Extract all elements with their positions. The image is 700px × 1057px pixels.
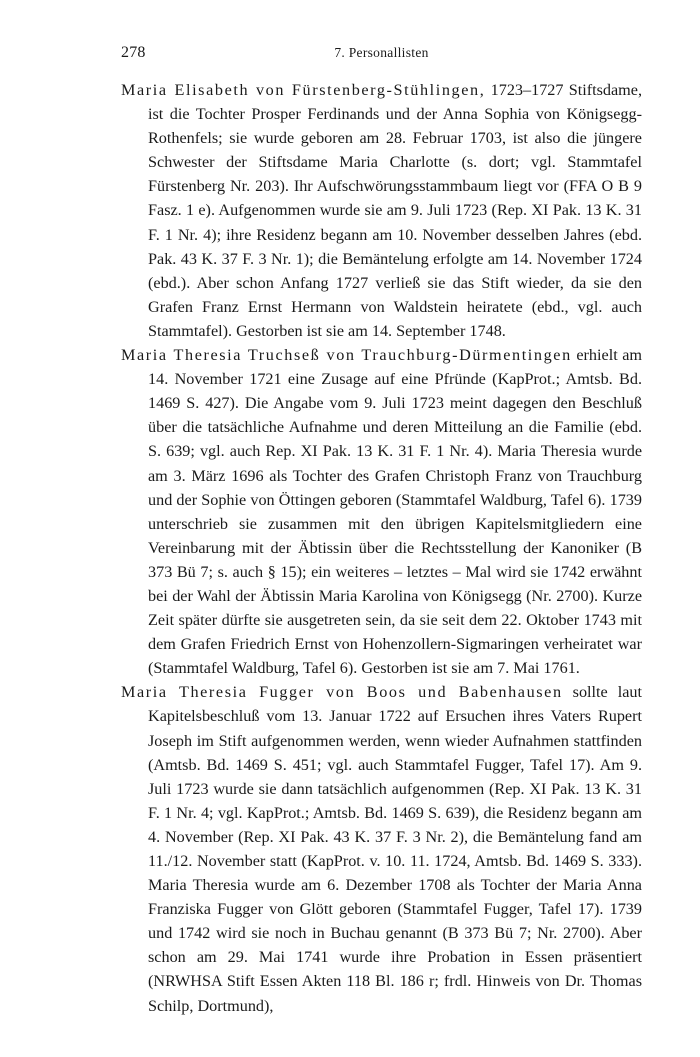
entry-text: erhielt am 14. November 1721 eine Zusage auf eine Pfründe (KapProt.; Amtsb. Bd. 1469 S. 427). Die Angabe vom 9. Juli 1723 meint dagegen den Beschluß über die tatsächliche Aufnahme und deren Mitteilung an die Familie (ebd. S. 639; vgl. auch Rep. XI Pak. 13 K. 31 F. 1 Nr. 4). Maria Theresia wurde am 3. März 1696 als Tochter des Grafen Christoph Franz von Trauchburg und der Sophie von Öttingen geboren (Stammtafel Waldburg, Tafel 6). 1739 unterschrieb sie zusammen mit den übrigen Kapitelsmitgliedern eine Vereinbarung mit der Äbtissin über die Rechtsstellung der Kanoniker (B 373 Bü 7; s. auch § 15); ein weiteres – letztes – Mal wird sie 1742 erwähnt bei der Wahl der Äbtissin Maria Karolina von Königsegg (Nr. 2700). Kurze Zeit später dürfte sie ausgetreten sein, da sie seit dem 22. Oktober 1743 mit dem Grafen Friedrich Ernst von Hohenzollern-Sigmaringen verheiratet war (Stammtafel Waldburg, Tafel 6). Gestorben ist sie am 7. Mai 1761. — [148, 346, 643, 678]
entry-name: Maria Elisabeth von Fürstenberg-Stühlingen, — [121, 81, 486, 99]
list-item — [121, 78, 642, 343]
chapter-title: 7. Personallisten — [334, 45, 429, 60]
list-item — [121, 680, 642, 1017]
running-header — [121, 44, 642, 66]
entry-text: 1723–1727 Stiftsdame, ist die Tochter Prosper Ferdinands und der Anna Sophia von Königsegg-Rothenfels; sie wurde geboren am 28. Februar 1703, ist also die jüngere Schwester der Stiftsdame Maria Charlotte (s. dort; vgl. Stammtafel Fürstenberg Nr. 203). Ihr Aufschwörungsstammbaum liegt vor (FFA O B 9 Fasz. 1 e). Aufgenommen wurde sie am 9. Juli 1723 (Rep. XI Pak. 13 K. 31 F. 1 Nr. 4); ihre Residenz begann am 10. November desselben Jahres (ebd. Pak. 43 K. 37 F. 3 Nr. 1); die Bemäntelung erfolgte am 14. November 1724 (ebd.). Aber schon Anfang 1727 verließ sie das Stift wieder, da sie den Grafen Franz Ernst Hermann von Waldstein heiratete (ebd., vgl. auch Stammtafel). Gestorben ist sie am 14. September 1748. — [148, 81, 643, 340]
text-body — [121, 78, 642, 1018]
page-number: 278 — [121, 44, 146, 61]
entry-name: Maria Theresia Truchseß von Trauchburg-Dürmentingen — [121, 346, 572, 365]
list-item — [121, 343, 642, 680]
entry-name: Maria Theresia Fugger von Boos und Babenhausen — [121, 683, 563, 702]
entry-text: sollte laut Kapitelsbeschluß vom 13. Januar 1722 auf Ersuchen ihres Vaters Rupert Joseph im Stift aufgenommen werden, wenn wieder Aufnahmen stattfinden (Amtsb. Bd. 1469 S. 451; vgl. auch Stammtafel Fugger, Tafel 17). Am 9. Juli 1723 wurde sie dann tatsächlich aufgenommen (Rep. XI Pak. 13 K. 31 F. 1 Nr. 4; vgl. KapProt.; Amtsb. Bd. 1469 S. 639), die Residenz begann am 4. November (Rep. XI Pak. 43 K. 37 F. 3 Nr. 2), die Bemäntelung fand am 11./12. November statt (KapProt. v. 10. 11. 1724, Amtsb. Bd. 1469 S. 333). Maria Theresia wurde am 6. Dezember 1708 als Tochter der Maria Anna Franziska Fugger von Glött geboren (Stammtafel Fugger, Tafel 17). 1739 und 1742 wird sie noch in Buchau genannt (B 373 Bü 7; Nr. 2700). Aber schon am 29. Mai 1741 wurde ihre Probation in Essen präsentiert (NRWHSA Stift Essen Akten 118 Bl. 186 r; frdl. Hinweis von Dr. Thomas Schilp, Dortmund), — [148, 683, 642, 1015]
